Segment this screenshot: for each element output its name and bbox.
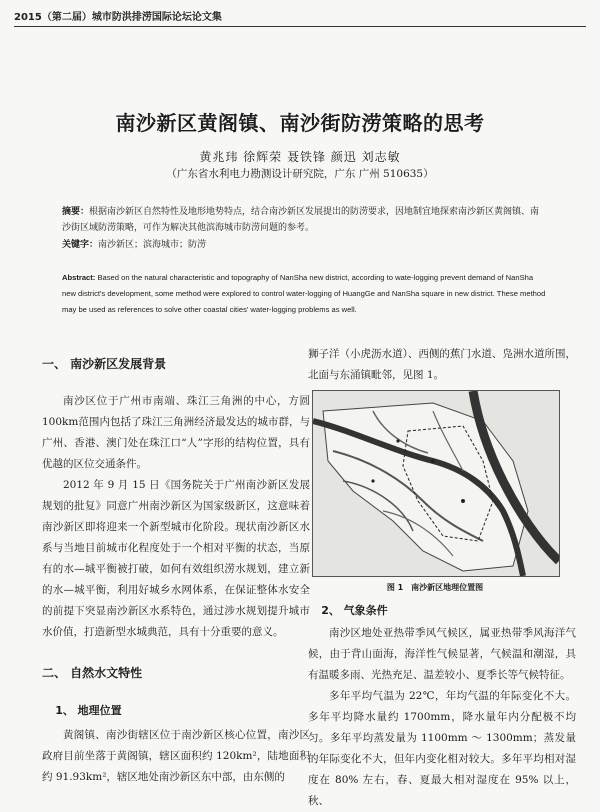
subsection-1-title: 1、 地理位置 — [55, 704, 122, 717]
keywords-cn-label: 关键字： — [62, 240, 99, 250]
subsection-2-paragraph-1: 南沙区地处亚热带季风气候区，属亚热带季风海洋气候，由于背山面海，海洋性气候显著，气候温和潮湿，具有温暖多雨、光热充足、温差较小、夏季长等气候特征。 — [308, 627, 576, 681]
abstract-en-text: Based on the natural characteristic and topography of NanSha new district, according to wate-logging prevent demand of NanSha new district's development, some method were explored to control water-logging of HuangGe and NanSha square in new district. These method may be used as references to solve other coastal cities' water-logging problems as well. — [62, 273, 546, 314]
section-2-title: 二、 自然水文特性 — [42, 666, 143, 680]
running-header: 2015（第二届）城市防洪排涝国际论坛论文集 — [14, 8, 586, 27]
keywords-cn — [62, 238, 548, 252]
right-column-bottom — [308, 600, 576, 812]
abstract-cn — [62, 204, 548, 236]
paper-title: 南沙新区黄阁镇、南沙街防涝策略的思考 — [115, 111, 485, 135]
left-column — [42, 354, 310, 788]
figure-1-caption: 图 1 南沙新区地理位置图 — [386, 583, 484, 592]
figure-1-map — [312, 390, 560, 577]
subsection-2-paragraph-2: 多年平均气温为 22℃，年均气温的年际变化不大。多年平均降水量约 1700mm，降水量年内分配极不均匀。多年平均蒸发量为 1100mm ～ 1300mm；蒸发量的年际变化不大，但年内变化相对较大。多年平均相对湿度在 80% 左右，春、夏最大相对湿度在 95% 以上，秋、 — [308, 690, 576, 807]
paper-authors: 黄兆玮 徐辉荣 聂铁锋 颜迅 刘志敏 — [199, 150, 401, 164]
map-graphic — [313, 391, 559, 576]
section-1-paragraph-2: 2012 年 9 月 15 日《国务院关于广州南沙新区发展规划的批复》同意广州南沙新区为国家级新区，这意味着南沙新区即将迎来一个新型城市化阶段。现状南沙新区水系与当地目前城市化程度处于一个相对平衡的状态，当原有的水—城平衡被打破，如何有效组织涝水规划，建立新的水—城平衡，利用好城乡水网体系，在保证整体水安全的前提下突显南沙新区水系特色，通过涉水规划提升城市水价值，打造新型水城典范，具有十分重要的意义。 — [42, 479, 310, 638]
subsection-2-title: 2、 气象条件 — [321, 604, 388, 617]
continued-paragraph: 狮子洋（小虎沥水道）、西侧的蕉门水道、凫洲水道所围，北面与东涌镇毗邻，见图 1。 — [308, 348, 576, 381]
abstract-en-label: Abstract: — [62, 273, 96, 282]
keywords-cn-text: 南沙新区；滨海城市；防涝 — [98, 240, 207, 250]
abstract-cn-label: 摘要： — [62, 207, 90, 217]
section-1-title: 一、 南沙新区发展背景 — [42, 357, 167, 371]
subsection-1-paragraph: 黄阁镇、南沙街辖区位于南沙新区核心位置，南沙区政府目前坐落于黄阁镇，辖区面积约 120km²，陆地面积约 91.93km²，辖区地处南沙新区东中部，由东侧的 — [42, 729, 310, 783]
paper-affiliation: （广东省水利电力勘测设计研究院，广东 广州 510635） — [166, 168, 434, 180]
abstract-en — [62, 270, 548, 318]
abstract-cn-text: 根据南沙新区自然特性及地形地势特点，结合南沙新区发展提出的防涝要求，因地制宜地探索南沙新区黄阁镇、南沙街区域防涝策略，可作为解决其他滨海城市防涝问题的参考。 — [62, 207, 540, 233]
right-column-top — [308, 344, 576, 386]
section-1-paragraph-1: 南沙区位于广州市南端、珠江三角洲的中心，方圆100km范围内包括了珠江三角洲经济最发达的城市群，与广州、香港、澳门处在珠江口“人”字形的结构位置，具有优越的区位交通条件。 — [42, 395, 310, 470]
